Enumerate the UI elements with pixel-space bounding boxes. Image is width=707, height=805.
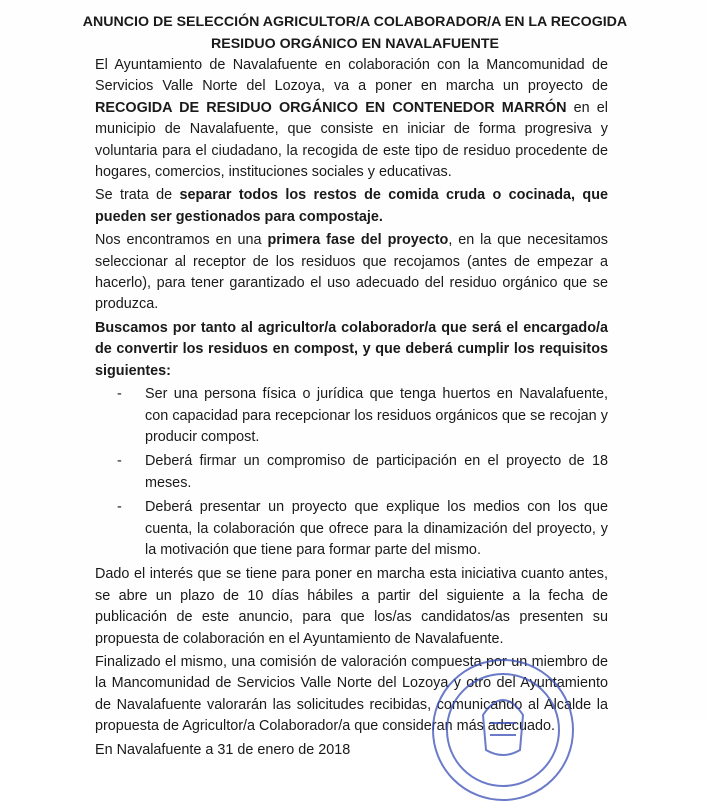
intro-project-name: RECOGIDA DE RESIDUO ORGÁNICO EN CONTENEDOR MARRÓN	[95, 99, 567, 116]
requirement-item	[117, 384, 608, 448]
requirement-item	[117, 497, 608, 561]
seal-emblem	[483, 700, 523, 755]
phase-text-end: , en la que necesitamos seleccionar al receptor de los residuos que recojamos (antes de empezar a hacerlo), para tener garantizado el uso adecuado del residuo orgánico que se produzca.	[95, 232, 609, 313]
title-line-1: ANUNCIO DE SELECCIÓN AGRICULTOR/A COLABORADOR/A EN LA RECOGIDA	[82, 14, 628, 30]
seal-inner-ring	[447, 674, 559, 786]
list-dash: -	[117, 386, 122, 403]
phase-emphasis: primera fase del proyecto	[267, 232, 449, 249]
requirement-text: Ser una persona física o jurídica que tenga huertos en Navalafuente, con capacidad para recepcionar los residuos orgánicos que se recojan y producir compost.	[145, 386, 608, 445]
list-dash: -	[117, 499, 122, 516]
paragraph-phase	[95, 230, 608, 316]
separation-text-start: Se trata de	[95, 187, 180, 204]
phase-text-start: Nos encontramos en una	[95, 232, 268, 249]
separation-emphasis: separar todos los restos de comida cruda o cocinada, que pueden ser gestionados para compostaje.	[95, 187, 608, 225]
requirement-item	[117, 451, 608, 494]
list-dash: -	[117, 453, 122, 470]
seal-outer-ring	[433, 660, 573, 800]
official-seal-stamp	[428, 655, 578, 805]
requirement-text: Deberá firmar un compromiso de participación en el proyecto de 18 meses.	[145, 453, 608, 491]
seal-emblem-lines	[490, 723, 516, 735]
title-line-2: RESIDUO ORGÁNICO EN NAVALAFUENTE	[211, 36, 499, 52]
intro-text-start: El Ayuntamiento de Navalafuente en colaboración con la Mancomunidad de Servicios Valle Norte del Lozoya, va a poner en marcha un proyecto de	[95, 57, 608, 95]
document-title	[60, 11, 650, 55]
paragraph-search	[95, 318, 608, 382]
paragraph-evaluation: Finalizado el mismo, una comisión de valoración compuesta por un miembro de la Mancomunidad de Servicios Valle Norte del Lozoya y otro del Ayuntamiento de Navalafuente valorarán las solicitudes recibidas, comunicando al Alcalde la propuesta de Agricultor/a Colaborador/a que consideran más adecuado.	[95, 653, 608, 735]
search-emphasis: Buscamos por tanto al agricultor/a colaborador/a que será el encargado/a de convertir los residuos en compost, y que deberá cumplir los requisitos siguientes:	[95, 319, 608, 379]
intro-text-end: en el municipio de Navalafuente, que consiste en iniciar de forma progresiva y voluntaria para el ciudadano, la recogida de este tipo de residuo procedente de hogares, comercios, instituciones sociales y educativas.	[95, 99, 608, 181]
paragraph-intro	[95, 55, 608, 183]
requirement-text: Deberá presentar un proyecto que explique los medios con los que cuenta, la colaboración que ofrece para la dinamización del proyecto, y la motivación que tiene para formar parte del mismo.	[145, 499, 608, 558]
paragraph-separation	[95, 185, 608, 228]
requirements-list	[95, 384, 608, 561]
date-line: En Navalafuente a 31 de enero de 2018	[95, 741, 351, 758]
paragraph-deadline: Dado el interés que se tiene para poner en marcha esta iniciativa cuanto antes, se abre un plazo de 10 días hábiles a partir del siguiente a la fecha de publicación de este anuncio, para que los/as candidatos/as presenten su propuesta de colaboración en el Ayuntamiento de Navalafuente.	[95, 566, 608, 647]
